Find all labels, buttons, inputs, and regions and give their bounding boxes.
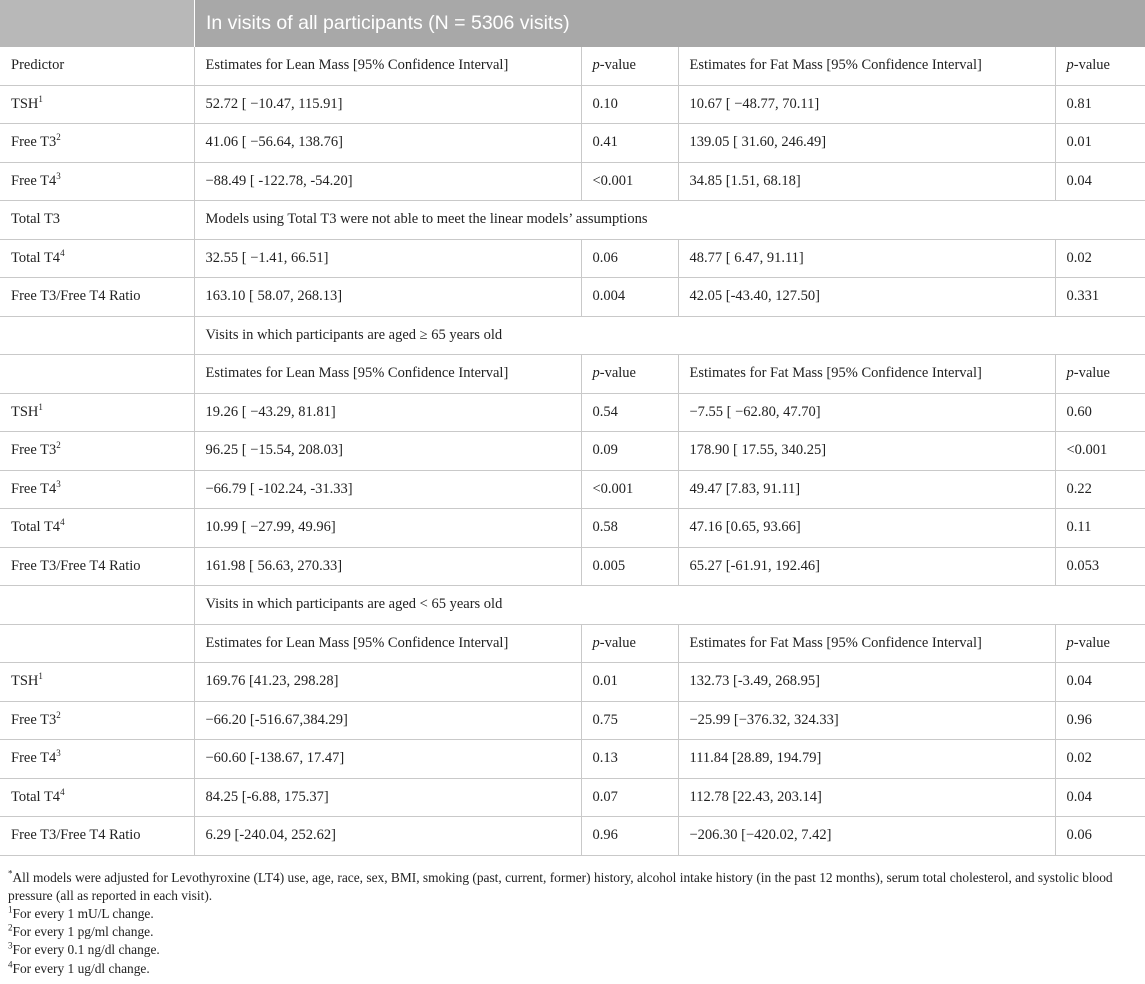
fat-p-value: 0.04 <box>1055 778 1145 817</box>
p-label-rest: -value <box>599 634 636 651</box>
predictor-cell <box>0 778 194 817</box>
footnote <box>8 941 1137 959</box>
fat-p-value: 0.22 <box>1055 470 1145 509</box>
footnote-marker: * <box>8 868 13 879</box>
lean-p-value: 0.58 <box>581 509 678 548</box>
table-row <box>0 124 1145 163</box>
lean-p-value: 0.54 <box>581 393 678 432</box>
predictor-cell <box>0 701 194 740</box>
footnote <box>8 960 1137 978</box>
footnote-marker: 1 <box>38 401 43 412</box>
header-lean-mass: Estimates for Lean Mass [95% Confidence Interval] <box>194 47 581 85</box>
header-fat-mass: Estimates for Fat Mass [95% Confidence Interval] <box>678 355 1055 394</box>
predictor-cell <box>0 162 194 201</box>
table-row <box>0 817 1145 856</box>
fat-mass-estimate: 139.05 [ 31.60, 246.49] <box>678 124 1055 163</box>
header-fat-mass: Estimates for Fat Mass [95% Confidence Interval] <box>678 624 1055 663</box>
p-label-italic: p <box>592 365 600 382</box>
table-row <box>0 740 1145 779</box>
lean-p-value: 0.01 <box>581 663 678 702</box>
lean-p-value: 0.07 <box>581 778 678 817</box>
footnote-text: For every 1 ug/dl change. <box>12 960 150 976</box>
lean-p-value: 0.005 <box>581 547 678 586</box>
predictor-cell <box>0 740 194 779</box>
table-title-bar <box>0 0 1145 47</box>
predictor-cell <box>0 85 194 124</box>
fat-mass-estimate: 10.67 [ −48.77, 70.11] <box>678 85 1055 124</box>
predictor-name: Free T3 <box>11 134 57 151</box>
p-label-rest: -value <box>1073 634 1110 651</box>
fat-mass-estimate: 112.78 [22.43, 203.14] <box>678 778 1055 817</box>
predictor-name: Free T3 <box>11 711 57 728</box>
predictor-cell <box>0 470 194 509</box>
footnote <box>8 905 1137 923</box>
table-row <box>0 162 1145 201</box>
footnote-marker: 3 <box>8 940 13 951</box>
footnote-marker: 4 <box>60 517 65 528</box>
fat-p-value: 0.053 <box>1055 547 1145 586</box>
footnote-marker: 3 <box>56 478 61 489</box>
predictor-name: TSH <box>11 403 39 420</box>
section-heading-row <box>0 316 1145 355</box>
column-header-row <box>0 47 1145 85</box>
lean-mass-estimate: 96.25 [ −15.54, 208.03] <box>194 432 581 471</box>
table-row <box>0 278 1145 317</box>
predictor-name: Total T3 <box>11 211 61 228</box>
predictor-name: Free T3/Free T4 Ratio <box>11 288 141 305</box>
header-p-value-lean <box>581 624 678 663</box>
fat-p-value: 0.04 <box>1055 162 1145 201</box>
fat-p-value: 0.01 <box>1055 124 1145 163</box>
predictor-name: Free T4 <box>11 172 57 189</box>
fat-mass-estimate: 111.84 [28.89, 194.79] <box>678 740 1055 779</box>
footnote-marker: 1 <box>38 93 43 104</box>
footnotes <box>0 856 1145 978</box>
header-lean-mass: Estimates for Lean Mass [95% Confidence Interval] <box>194 355 581 394</box>
predictor-cell <box>0 201 194 240</box>
table-row <box>0 509 1145 548</box>
predictor-name: Free T3 <box>11 442 57 459</box>
lean-mass-estimate: 32.55 [ −1.41, 66.51] <box>194 239 581 278</box>
predictor-cell <box>0 509 194 548</box>
predictor-cell <box>0 278 194 317</box>
p-label-rest: -value <box>1073 365 1110 382</box>
table-row <box>0 547 1145 586</box>
fat-p-value: 0.04 <box>1055 663 1145 702</box>
fat-mass-estimate: 49.47 [7.83, 91.11] <box>678 470 1055 509</box>
predictor-name: Free T4 <box>11 750 57 767</box>
lean-mass-estimate: 169.76 [41.23, 298.28] <box>194 663 581 702</box>
fat-p-value: 0.96 <box>1055 701 1145 740</box>
fat-mass-estimate: 34.85 [1.51, 68.18] <box>678 162 1055 201</box>
fat-mass-estimate: 42.05 [-43.40, 127.50] <box>678 278 1055 317</box>
footnote <box>8 923 1137 941</box>
note-cell: Models using Total T3 were not able to meet the linear models’ assumptions <box>194 201 1145 240</box>
fat-p-value: 0.331 <box>1055 278 1145 317</box>
predictor-name: Total T4 <box>11 519 61 536</box>
footnote-marker: 2 <box>8 922 13 933</box>
table-row <box>0 393 1145 432</box>
lean-mass-estimate: 84.25 [-6.88, 175.37] <box>194 778 581 817</box>
lean-p-value: <0.001 <box>581 162 678 201</box>
lean-p-value: 0.09 <box>581 432 678 471</box>
footnote <box>8 869 1137 905</box>
lean-mass-estimate: 163.10 [ 58.07, 268.13] <box>194 278 581 317</box>
table-row <box>0 85 1145 124</box>
lean-p-value: 0.96 <box>581 817 678 856</box>
footnote-marker: 3 <box>56 170 61 181</box>
header-fat-mass: Estimates for Fat Mass [95% Confidence Interval] <box>678 47 1055 85</box>
fat-p-value: 0.02 <box>1055 239 1145 278</box>
header-p-value-fat <box>1055 355 1145 394</box>
fat-mass-estimate: 178.90 [ 17.55, 340.25] <box>678 432 1055 471</box>
lean-mass-estimate: 19.26 [ −43.29, 81.81] <box>194 393 581 432</box>
predictor-cell <box>0 239 194 278</box>
fat-mass-estimate: 132.73 [-3.49, 268.95] <box>678 663 1055 702</box>
table-row <box>0 663 1145 702</box>
fat-mass-estimate: −7.55 [ −62.80, 47.70] <box>678 393 1055 432</box>
lean-mass-estimate: 6.29 [-240.04, 252.62] <box>194 817 581 856</box>
fat-p-value: <0.001 <box>1055 432 1145 471</box>
header-predictor: Predictor <box>0 47 194 85</box>
table-row <box>0 201 1145 240</box>
section-heading-row <box>0 586 1145 625</box>
p-label-italic: p <box>1066 57 1074 74</box>
fat-mass-estimate: 48.77 [ 6.47, 91.11] <box>678 239 1055 278</box>
results-table <box>0 47 1145 856</box>
p-label-rest: -value <box>1073 57 1110 74</box>
p-label-italic: p <box>592 57 600 74</box>
footnote-marker: 2 <box>56 132 61 143</box>
fat-p-value: 0.06 <box>1055 817 1145 856</box>
p-label-italic: p <box>1066 365 1074 382</box>
table-row <box>0 432 1145 471</box>
footnote-marker: 2 <box>56 440 61 451</box>
section-heading-blank <box>0 316 194 355</box>
predictor-cell <box>0 124 194 163</box>
footnote-marker: 1 <box>8 904 13 915</box>
header-predictor <box>0 355 194 394</box>
table-row <box>0 778 1145 817</box>
footnote-marker: 4 <box>60 247 65 258</box>
column-header-row <box>0 624 1145 663</box>
lean-mass-estimate: −66.79 [ -102.24, -31.33] <box>194 470 581 509</box>
footnote-marker: 2 <box>56 709 61 720</box>
p-label-rest: -value <box>599 365 636 382</box>
predictor-name: Free T3/Free T4 Ratio <box>11 557 141 574</box>
p-label-rest: -value <box>599 57 636 74</box>
lean-mass-estimate: −66.20 [-516.67,384.29] <box>194 701 581 740</box>
fat-mass-estimate: 65.27 [-61.91, 192.46] <box>678 547 1055 586</box>
fat-mass-estimate: −206.30 [−420.02, 7.42] <box>678 817 1055 856</box>
predictor-name: Total T4 <box>11 249 61 266</box>
header-p-value-lean <box>581 47 678 85</box>
lean-p-value: 0.13 <box>581 740 678 779</box>
lean-p-value: <0.001 <box>581 470 678 509</box>
predictor-cell <box>0 547 194 586</box>
footnote-text: For every 1 mU/L change. <box>12 905 154 921</box>
predictor-cell <box>0 432 194 471</box>
footnote-marker: 4 <box>8 959 13 970</box>
header-p-value-lean <box>581 355 678 394</box>
header-lean-mass: Estimates for Lean Mass [95% Confidence Interval] <box>194 624 581 663</box>
table-title: In visits of all participants (N = 5306 visits) <box>195 0 1145 47</box>
footnote-marker: 4 <box>60 786 65 797</box>
lean-mass-estimate: 52.72 [ −10.47, 115.91] <box>194 85 581 124</box>
p-label-italic: p <box>1066 634 1074 651</box>
lean-p-value: 0.41 <box>581 124 678 163</box>
predictor-cell <box>0 817 194 856</box>
section-heading-blank <box>0 586 194 625</box>
lean-mass-estimate: −88.49 [ -122.78, -54.20] <box>194 162 581 201</box>
predictor-cell <box>0 393 194 432</box>
fat-mass-estimate: 47.16 [0.65, 93.66] <box>678 509 1055 548</box>
header-p-value-fat <box>1055 624 1145 663</box>
header-predictor <box>0 624 194 663</box>
column-header-row <box>0 355 1145 394</box>
lean-p-value: 0.06 <box>581 239 678 278</box>
table-row <box>0 239 1145 278</box>
fat-p-value: 0.60 <box>1055 393 1145 432</box>
table-row <box>0 470 1145 509</box>
lean-mass-estimate: 41.06 [ −56.64, 138.76] <box>194 124 581 163</box>
lean-mass-estimate: 161.98 [ 56.63, 270.33] <box>194 547 581 586</box>
fat-p-value: 0.81 <box>1055 85 1145 124</box>
lean-p-value: 0.75 <box>581 701 678 740</box>
lean-mass-estimate: 10.99 [ −27.99, 49.96] <box>194 509 581 548</box>
footnote-text: For every 0.1 ng/dl change. <box>12 942 160 958</box>
footnote-text: All models were adjusted for Levothyroxine (LT4) use, age, race, sex, BMI, smoking (past, current, former) history, alcohol intake history (in the past 12 months), serum total cholesterol, and systolic blood pressure (all as reported in each visit). <box>8 869 1113 903</box>
title-bar-blank <box>0 0 195 47</box>
lean-mass-estimate: −60.60 [-138.67, 17.47] <box>194 740 581 779</box>
predictor-name: Total T4 <box>11 788 61 805</box>
fat-p-value: 0.11 <box>1055 509 1145 548</box>
predictor-name: TSH <box>11 95 39 112</box>
footnote-marker: 3 <box>56 748 61 759</box>
fat-mass-estimate: −25.99 [−376.32, 324.33] <box>678 701 1055 740</box>
table-row <box>0 701 1145 740</box>
footnote-marker: 1 <box>38 671 43 682</box>
predictor-cell <box>0 663 194 702</box>
predictor-name: Free T4 <box>11 480 57 497</box>
fat-p-value: 0.02 <box>1055 740 1145 779</box>
predictor-name: Free T3/Free T4 Ratio <box>11 827 141 844</box>
header-p-value-fat <box>1055 47 1145 85</box>
footnote-text: For every 1 pg/ml change. <box>12 924 154 940</box>
section-heading: Visits in which participants are aged ≥ 65 years old <box>194 316 1145 355</box>
p-label-italic: p <box>592 634 600 651</box>
lean-p-value: 0.004 <box>581 278 678 317</box>
predictor-name: TSH <box>11 673 39 690</box>
lean-p-value: 0.10 <box>581 85 678 124</box>
section-heading: Visits in which participants are aged < 65 years old <box>194 586 1145 625</box>
